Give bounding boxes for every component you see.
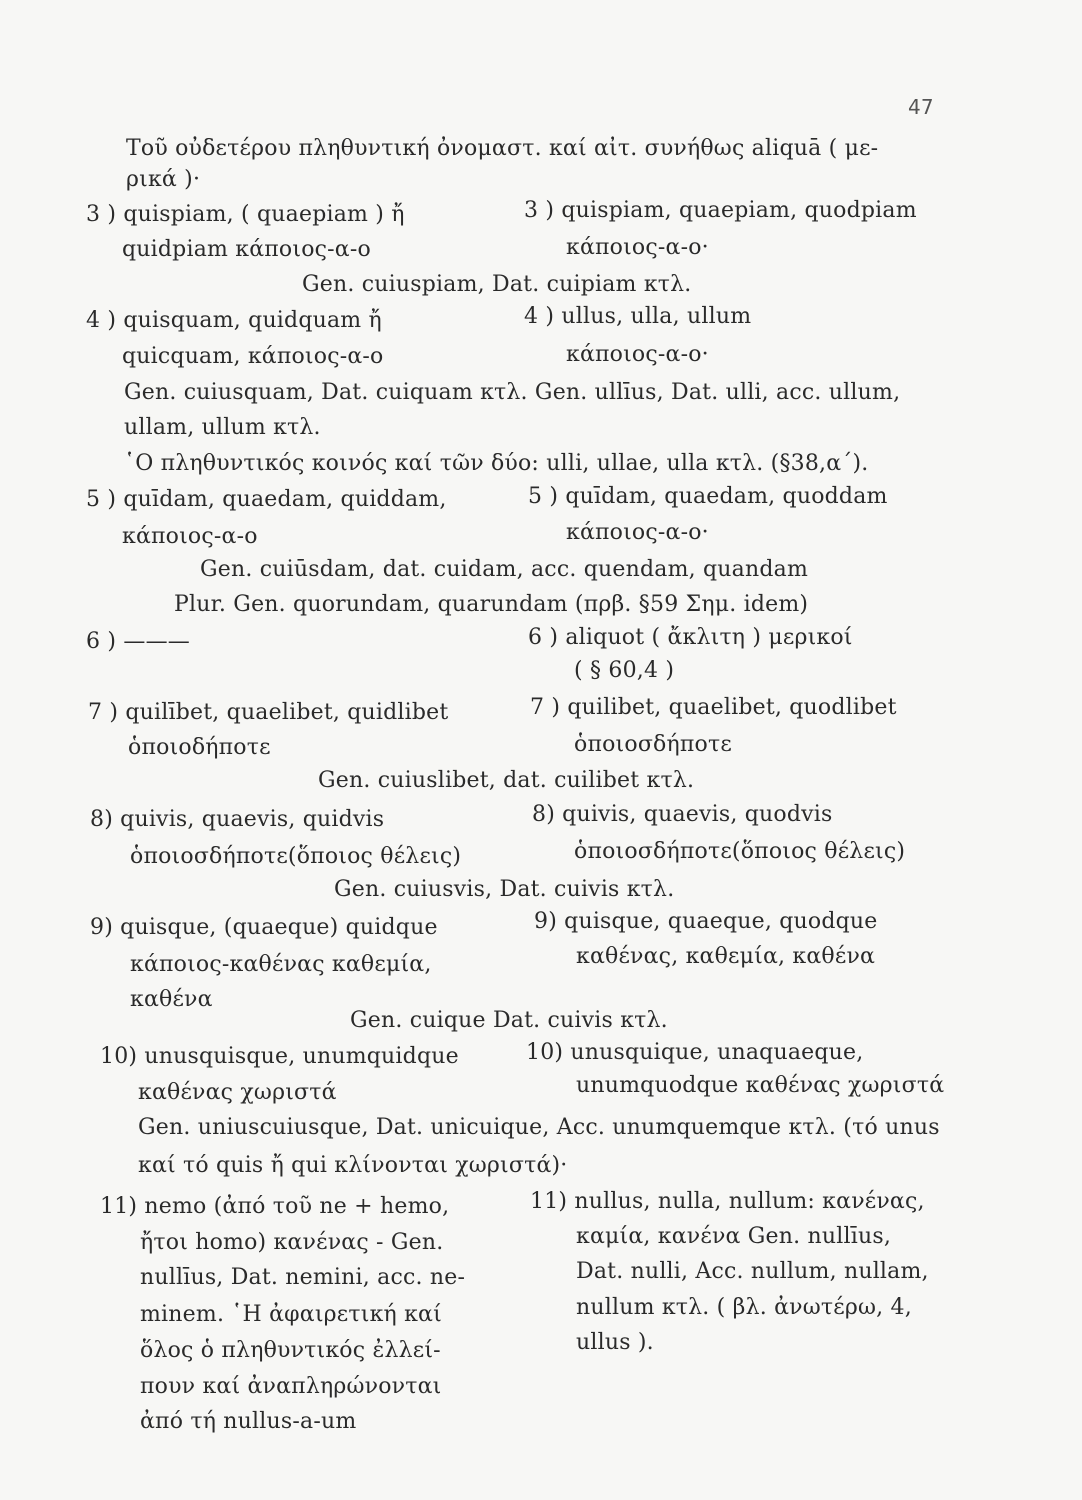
entry-11-right-3: Dat. nulli, Acc. nullum, nullam, <box>576 1259 929 1284</box>
entry-6-left: 6 ) ——— <box>86 629 190 654</box>
entry-7-gen: Gen. cuiuslibet, dat. cuilibet κτλ. <box>318 768 695 793</box>
intro-line-2: ρικά )· <box>126 167 201 192</box>
entry-9-left-2: κάποιος-καθένας καθεμία, <box>130 952 432 977</box>
entry-11-left-5: ὅλος ὁ πληθυντικός ἐλλεί- <box>140 1338 441 1363</box>
entry-4-left-2: quicquam, κάποιος-α-ο <box>122 344 384 369</box>
entry-9-gen: Gen. cuique Dat. cuivis κτλ. <box>350 1008 668 1033</box>
entry-11-right-2: καμία, κανένα Gen. nullīus, <box>576 1224 892 1249</box>
entry-4-note: ῾Ο πληθυντικός κοινός καί τῶν δύο: ulli, ullae, ulla κτλ. (§38,α΄). <box>124 451 869 476</box>
entry-3-gen: Gen. cuiuspiam, Dat. cuipiam κτλ. <box>302 272 692 297</box>
entry-4-right-2: κάποιος-α-ο· <box>566 342 709 367</box>
entry-3-right-2: κάποιος-α-ο· <box>566 235 709 260</box>
entry-8-right-2: ὁποιοσδήποτε(ὅποιος θέλεις) <box>574 839 906 864</box>
entry-10-left-2: καθένας χωριστά <box>138 1080 337 1105</box>
entry-4-right-1: 4 ) ullus, ulla, ullum <box>524 304 752 329</box>
entry-11-left-6: πουν καί ἀναπληρώνονται <box>140 1374 442 1399</box>
entry-4-gen-1: Gen. cuiusquam, Dat. cuiquam κτλ. Gen. ullīus, Dat. ulli, acc. ullum, <box>124 380 901 405</box>
entry-8-left-1: 8) quivis, quaevis, quidvis <box>90 807 385 832</box>
entry-11-right-1: 11) nullus, nulla, nullum: κανένας, <box>530 1189 925 1214</box>
entry-9-right-2: καθένας, καθεμία, καθένα <box>576 944 876 969</box>
page-number: 47 <box>908 95 934 119</box>
entry-6-right-2: ( § 60,4 ) <box>574 658 675 683</box>
entry-4-gen-2: ullam, ullum κτλ. <box>124 415 321 440</box>
entry-5-gen-1: Gen. cuiūsdam, dat. cuidam, acc. quendam, quandam <box>200 557 809 582</box>
entry-5-left-2: κάποιος-α-ο <box>122 524 258 549</box>
entry-8-right-1: 8) quivis, quaevis, quodvis <box>532 802 833 827</box>
entry-8-left-2: ὁποιοσδήποτε(ὅποιος θέλεις) <box>130 844 462 869</box>
entry-3-left-1: 3 ) quispiam, ( quaepiam ) ἤ <box>86 202 405 227</box>
entry-7-left-2: ὁποιοδήποτε <box>128 735 271 760</box>
entry-3-left-2: quidpiam κάποιος-α-ο <box>122 237 371 262</box>
entry-11-left-3: nullīus, Dat. nemini, acc. ne- <box>140 1265 466 1290</box>
entry-7-right-2: ὁποιοσδήποτε <box>574 732 732 757</box>
entry-11-left-2: ἤτοι homo) κανένας - Gen. <box>140 1230 444 1255</box>
entry-7-left-1: 7 ) quilībet, quaelibet, quidlibet <box>88 700 449 725</box>
entry-9-left-1: 9) quisque, (quaeque) quidque <box>90 915 438 940</box>
entry-10-gen-1: Gen. uniuscuiusque, Dat. unicuique, Acc. unumquemque κτλ. (τό unus <box>138 1115 940 1140</box>
entry-11-left-1: 11) nemo (ἀπό τοῦ ne + hemo, <box>100 1194 450 1219</box>
entry-11-left-4: minem. ῾Η ἀφαιρετική καί <box>140 1302 442 1327</box>
entry-4-left-1: 4 ) quisquam, quidquam ἤ <box>86 308 382 333</box>
entry-9-right-1: 9) quisque, quaeque, quodque <box>534 909 878 934</box>
entry-6-right-1: 6 ) aliquot ( ἄκλιτη ) μερικοί <box>528 625 853 650</box>
entry-7-right-1: 7 ) quilibet, quaelibet, quodlibet <box>530 695 897 720</box>
entry-10-left-1: 10) unusquisque, unumquidque <box>100 1044 459 1069</box>
entry-9-left-3: καθένα <box>130 987 213 1012</box>
entry-10-right-2: unumquodque καθένας χωριστά <box>576 1073 945 1098</box>
entry-5-right-1: 5 ) quīdam, quaedam, quoddam <box>528 484 888 509</box>
intro-line-1: Τοῦ οὐδετέρου πληθυντική ὀνομαστ. καί αἰτ. συνήθως aliquā ( με- <box>126 136 879 161</box>
entry-10-gen-2: καί τό quis ἤ qui κλίνονται χωριστά)· <box>138 1153 568 1178</box>
entry-8-gen: Gen. cuiusvis, Dat. cuivis κτλ. <box>334 877 675 902</box>
entry-5-gen-2: Plur. Gen. quorundam, quarundam (πρβ. §59 Σημ. idem) <box>174 592 809 617</box>
entry-5-left-1: 5 ) quīdam, quaedam, quiddam, <box>86 487 447 512</box>
entry-11-right-5: ullus ). <box>576 1330 654 1355</box>
entry-11-left-7: ἀπό τή nullus-a-um <box>140 1409 357 1434</box>
entry-10-right-1: 10) unusquique, unaquaeque, <box>526 1040 864 1065</box>
entry-5-right-2: κάποιος-α-ο· <box>566 520 709 545</box>
entry-3-right-1: 3 ) quispiam, quaepiam, quodpiam <box>524 198 917 223</box>
entry-11-right-4: nullum κτλ. ( βλ. ἀνωτέρω, 4, <box>576 1295 912 1320</box>
